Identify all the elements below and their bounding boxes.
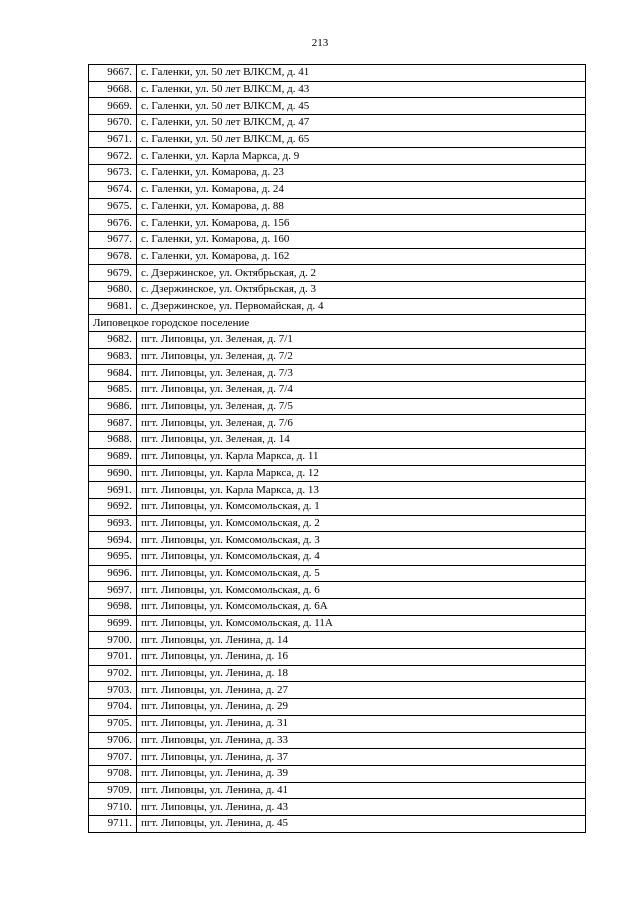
table-row [89,548,586,565]
row-number: 9695. [89,548,137,565]
table-row [89,65,586,82]
table-row [89,365,586,382]
row-number: 9709. [89,782,137,799]
row-address: пгт. Липовцы, ул. Зеленая, д. 14 [137,432,586,449]
row-number: 9701. [89,649,137,666]
row-address: с. Галенки, ул. 50 лет ВЛКСМ, д. 43 [137,81,586,98]
row-number: 9686. [89,398,137,415]
address-table-body [89,65,586,833]
table-row [89,532,586,549]
row-address: пгт. Липовцы, ул. Комсомольская, д. 5 [137,565,586,582]
address-table [88,64,586,833]
table-row [89,231,586,248]
row-address: пгт. Липовцы, ул. Зеленая, д. 7/6 [137,415,586,432]
row-number: 9696. [89,565,137,582]
table-row [89,515,586,532]
row-number: 9676. [89,215,137,232]
row-address: с. Галенки, ул. Комарова, д. 24 [137,181,586,198]
row-number: 9698. [89,599,137,616]
row-address: пгт. Липовцы, ул. Комсомольская, д. 11А [137,615,586,632]
table-row [89,749,586,766]
row-number: 9694. [89,532,137,549]
row-address: с. Галенки, ул. 50 лет ВЛКСМ, д. 65 [137,131,586,148]
row-address: с. Галенки, ул. Карла Маркса, д. 9 [137,148,586,165]
row-address: с. Галенки, ул. 50 лет ВЛКСМ, д. 45 [137,98,586,115]
table-row [89,815,586,832]
row-number: 9674. [89,181,137,198]
row-number: 9705. [89,715,137,732]
row-address: пгт. Липовцы, ул. Зеленая, д. 7/5 [137,398,586,415]
row-number: 9708. [89,765,137,782]
table-row [89,699,586,716]
row-address: пгт. Липовцы, ул. Комсомольская, д. 2 [137,515,586,532]
row-number: 9689. [89,448,137,465]
table-row [89,165,586,182]
row-number: 9704. [89,699,137,716]
table-row [89,782,586,799]
table-row [89,298,586,315]
table-row [89,81,586,98]
table-row [89,382,586,399]
table-row [89,148,586,165]
table-row [89,765,586,782]
row-number: 9706. [89,732,137,749]
row-number: 9678. [89,248,137,265]
row-number: 9684. [89,365,137,382]
row-address: пгт. Липовцы, ул. Ленина, д. 37 [137,749,586,766]
row-address: с. Галенки, ул. Комарова, д. 162 [137,248,586,265]
row-address: с. Галенки, ул. Комарова, д. 88 [137,198,586,215]
row-address: пгт. Липовцы, ул. Ленина, д. 39 [137,765,586,782]
table-row [89,348,586,365]
table-row [89,665,586,682]
table-row [89,682,586,699]
table-row [89,398,586,415]
row-number: 9677. [89,231,137,248]
table-row [89,582,586,599]
row-address: пгт. Липовцы, ул. Зеленая, д. 7/3 [137,365,586,382]
row-address: пгт. Липовцы, ул. Зеленая, д. 7/2 [137,348,586,365]
row-number: 9671. [89,131,137,148]
row-number: 9670. [89,115,137,132]
row-address: пгт. Липовцы, ул. Ленина, д. 14 [137,632,586,649]
row-number: 9680. [89,281,137,298]
row-number: 9669. [89,98,137,115]
row-number: 9673. [89,165,137,182]
row-number: 9683. [89,348,137,365]
table-row [89,332,586,349]
table-row [89,181,586,198]
table-row [89,715,586,732]
row-address: пгт. Липовцы, ул. Комсомольская, д. 6 [137,582,586,599]
row-number: 9672. [89,148,137,165]
table-row [89,115,586,132]
table-row [89,415,586,432]
row-number: 9700. [89,632,137,649]
row-address: пгт. Липовцы, ул. Зеленая, д. 7/4 [137,382,586,399]
table-row [89,565,586,582]
row-number: 9699. [89,615,137,632]
row-address: пгт. Липовцы, ул. Ленина, д. 16 [137,649,586,666]
table-row [89,131,586,148]
row-address: пгт. Липовцы, ул. Ленина, д. 18 [137,665,586,682]
row-number: 9692. [89,498,137,515]
table-row [89,649,586,666]
table-row [89,615,586,632]
row-number: 9679. [89,265,137,282]
table-row [89,799,586,816]
row-number: 9688. [89,432,137,449]
row-address: пгт. Липовцы, ул. Ленина, д. 27 [137,682,586,699]
row-address: с. Галенки, ул. 50 лет ВЛКСМ, д. 41 [137,65,586,82]
row-number: 9687. [89,415,137,432]
section-header-row [89,315,586,332]
row-number: 9691. [89,482,137,499]
row-address: пгт. Липовцы, ул. Ленина, д. 41 [137,782,586,799]
row-number: 9667. [89,65,137,82]
row-number: 9682. [89,332,137,349]
row-address: пгт. Липовцы, ул. Карла Маркса, д. 11 [137,448,586,465]
row-address: пгт. Липовцы, ул. Комсомольская, д. 6А [137,599,586,616]
row-address: пгт. Липовцы, ул. Комсомольская, д. 3 [137,532,586,549]
row-address: пгт. Липовцы, ул. Ленина, д. 29 [137,699,586,716]
section-title: Липовецкое городское поселение [89,315,586,332]
table-row [89,432,586,449]
row-address: с. Галенки, ул. Комарова, д. 156 [137,215,586,232]
row-number: 9697. [89,582,137,599]
row-number: 9668. [89,81,137,98]
table-row [89,98,586,115]
row-number: 9703. [89,682,137,699]
row-address: с. Галенки, ул. 50 лет ВЛКСМ, д. 47 [137,115,586,132]
table-row [89,632,586,649]
row-number: 9707. [89,749,137,766]
table-row [89,448,586,465]
row-number: 9702. [89,665,137,682]
table-row [89,498,586,515]
table-row [89,482,586,499]
table-row [89,732,586,749]
row-address: пгт. Липовцы, ул. Зеленая, д. 7/1 [137,332,586,349]
row-address: с. Дзержинское, ул. Октябрьская, д. 3 [137,281,586,298]
table-row [89,198,586,215]
row-number: 9710. [89,799,137,816]
row-number: 9675. [89,198,137,215]
row-address: пгт. Липовцы, ул. Ленина, д. 31 [137,715,586,732]
row-address: с. Галенки, ул. Комарова, д. 160 [137,231,586,248]
row-address: пгт. Липовцы, ул. Карла Маркса, д. 12 [137,465,586,482]
row-address: с. Дзержинское, ул. Первомайская, д. 4 [137,298,586,315]
row-address: пгт. Липовцы, ул. Ленина, д. 33 [137,732,586,749]
table-row [89,248,586,265]
row-number: 9693. [89,515,137,532]
table-row [89,599,586,616]
row-address: пгт. Липовцы, ул. Ленина, д. 43 [137,799,586,816]
row-number: 9711. [89,815,137,832]
row-address: пгт. Липовцы, ул. Карла Маркса, д. 13 [137,482,586,499]
row-number: 9681. [89,298,137,315]
table-row [89,215,586,232]
row-address: с. Галенки, ул. Комарова, д. 23 [137,165,586,182]
row-number: 9690. [89,465,137,482]
table-row [89,265,586,282]
table-row [89,465,586,482]
row-address: пгт. Липовцы, ул. Ленина, д. 45 [137,815,586,832]
row-address: пгт. Липовцы, ул. Комсомольская, д. 4 [137,548,586,565]
row-number: 9685. [89,382,137,399]
page-number: 213 [311,37,329,49]
table-row [89,281,586,298]
row-address: пгт. Липовцы, ул. Комсомольская, д. 1 [137,498,586,515]
row-address: с. Дзержинское, ул. Октябрьская, д. 2 [137,265,586,282]
